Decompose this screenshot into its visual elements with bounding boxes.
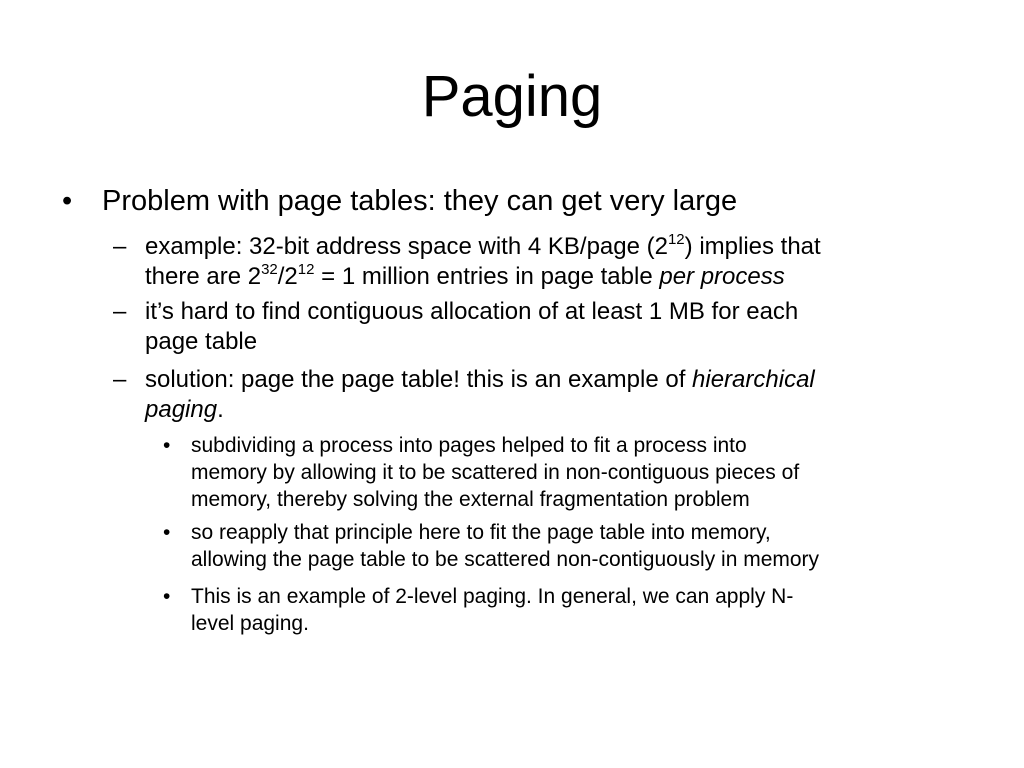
- bullet-text: Problem with page tables: they can get very large: [102, 185, 738, 217]
- sub-bullet-text: [145, 297, 965, 357]
- exponent: 12: [667, 231, 685, 248]
- dot-marker: •: [163, 434, 171, 457]
- text-fragment: = 1 million entries in page table: [314, 263, 660, 290]
- text-fragment: example: 32-bit address space with 4 KB/page (2: [145, 233, 668, 260]
- dot-marker: •: [163, 585, 171, 608]
- emphasis: per process: [659, 263, 785, 290]
- dash-marker: –: [113, 366, 127, 393]
- text-line: [145, 395, 965, 425]
- text-fragment: ) implies that: [684, 233, 821, 260]
- exponent: 32: [261, 261, 278, 278]
- sub-sub-bullet-text: [191, 583, 966, 637]
- text-line: allowing the page table to be scattered non-contiguously in memory: [191, 548, 820, 571]
- text-line: subdividing a process into pages helped to fit a process into: [191, 434, 747, 457]
- text-fragment: .: [217, 396, 224, 423]
- exponent: 12: [297, 261, 315, 278]
- emphasis: paging: [145, 396, 218, 423]
- dot-marker: •: [163, 521, 171, 544]
- sub-bullet-text: [145, 232, 965, 292]
- text-line: it’s hard to find contiguous allocation of at least 1 MB for each: [145, 298, 799, 325]
- text-line: This is an example of 2-level paging. In general, we can apply N-: [191, 585, 794, 608]
- text-line: [145, 365, 965, 395]
- sub-sub-bullet-text: [191, 432, 966, 513]
- dash-marker: –: [113, 298, 127, 325]
- emphasis: hierarchical: [692, 366, 815, 393]
- text-line: so reapply that principle here to fit the page table into memory,: [191, 521, 771, 544]
- text-line: memory by allowing it to be scattered in non-contiguous pieces of: [191, 461, 800, 484]
- sub-bullet-text: [145, 365, 965, 425]
- text-fragment: there are 2: [145, 263, 262, 290]
- text-fragment: /2: [277, 263, 298, 290]
- text-line: page table: [145, 328, 258, 355]
- text-line: [145, 232, 965, 262]
- slide-title: Paging: [421, 64, 603, 129]
- dash-marker: –: [113, 233, 127, 260]
- bullet-marker: •: [62, 185, 73, 217]
- text-line: memory, thereby solving the external fragmentation problem: [191, 488, 750, 511]
- text-line: level paging.: [191, 612, 309, 635]
- text-fragment: solution: page the page table! this is an example of: [145, 366, 693, 393]
- sub-sub-bullet-text: [191, 519, 966, 573]
- text-line: [145, 262, 965, 292]
